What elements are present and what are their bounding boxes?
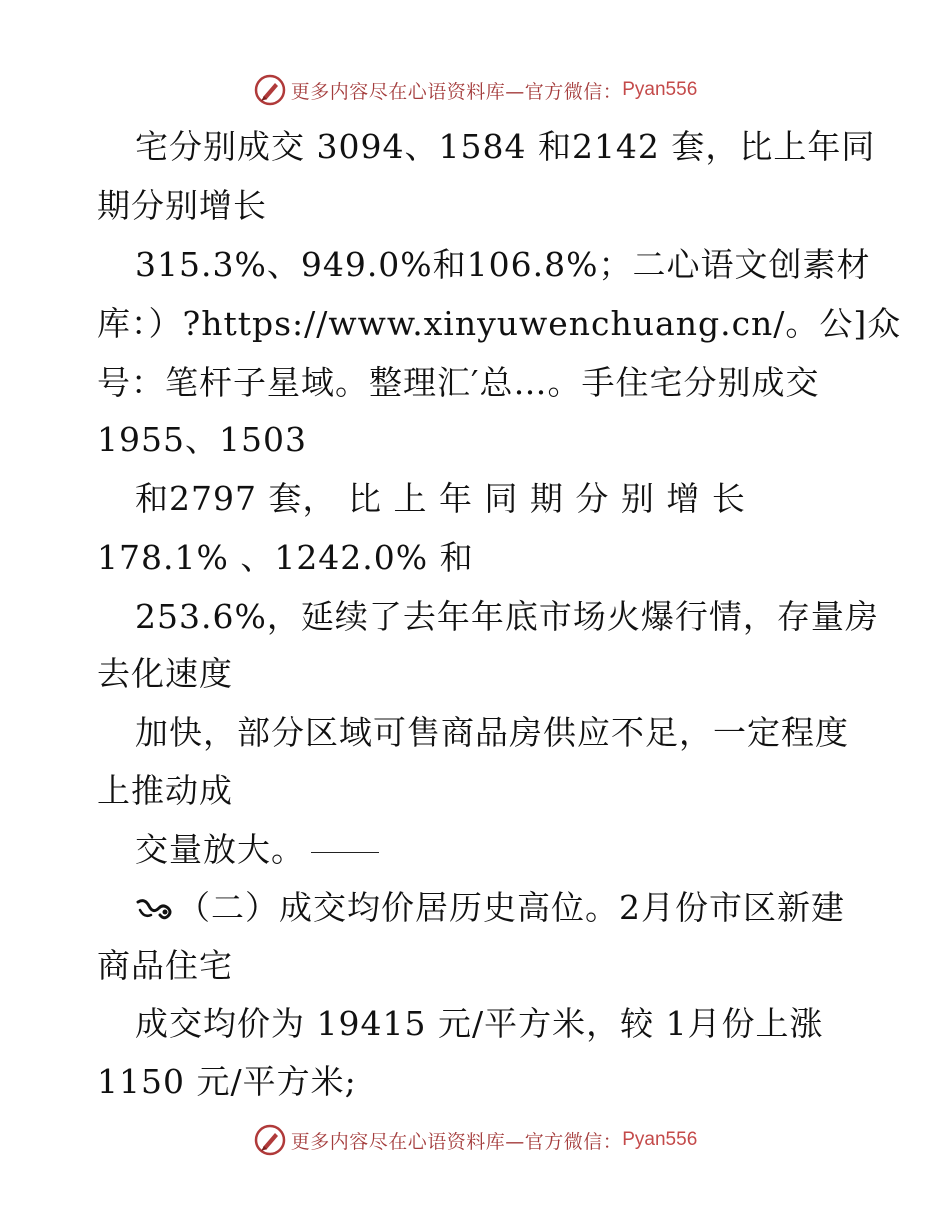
text-line: 交量放大。 <box>135 830 305 869</box>
text-line: 成交均价为 19415 元/平方米，较 1月份上涨 <box>135 1004 824 1043</box>
header-watermark <box>0 70 950 110</box>
text-line: 库：）?https://www.xinyuwenchuang.cn/。公]众 <box>97 304 902 343</box>
text-line: 加快，部分区域可售商品房供应不足，一定程度 <box>135 713 849 752</box>
watermark-text: 更多内容尽在心语资料库—官方微信： <box>290 1130 623 1153</box>
pen-logo-icon <box>253 73 287 107</box>
text-line: 上推动成 <box>97 771 233 810</box>
section-heading-line <box>135 888 845 928</box>
swirl-ornament-icon <box>135 896 175 922</box>
watermark-text: 更多内容尽在心语资料库—官方微信： <box>290 80 623 103</box>
text-line: 和2797 套， 比 上 年 同 期 分 别 增 长 <box>135 479 746 518</box>
text-line: 商品住宅 <box>97 946 233 985</box>
text-line: 号：笔杆子星域。整理汇′总…。手住宅分别成交 <box>97 363 820 402</box>
footer-watermark <box>0 1120 950 1160</box>
text-line: 1150 元/平方米; <box>97 1062 357 1101</box>
text-line: 1955、1503 <box>97 420 307 459</box>
pen-logo-icon <box>253 1123 287 1157</box>
text-line: 178.1% 、1242.0% 和 <box>97 538 474 577</box>
text-line: 去化速度 <box>97 654 233 693</box>
text-line: 宅分别成交 3094、1584 和2142 套，比上年同 <box>135 127 876 166</box>
section-heading: （二）成交均价居历史高位。2月份市区新建 <box>177 888 845 927</box>
watermark-handle: Pyan556 <box>622 79 698 100</box>
text-line-with-rule <box>135 830 379 870</box>
text-line: 253.6%，延续了去年年底市场火爆行情，存量房 <box>135 597 879 636</box>
horizontal-rule <box>311 852 379 853</box>
text-line: 315.3%、949.0%和106.8%；二心语文创素材 <box>135 245 871 284</box>
watermark-handle: Pyan556 <box>622 1129 698 1150</box>
text-line: 期分别增长 <box>97 186 267 225</box>
